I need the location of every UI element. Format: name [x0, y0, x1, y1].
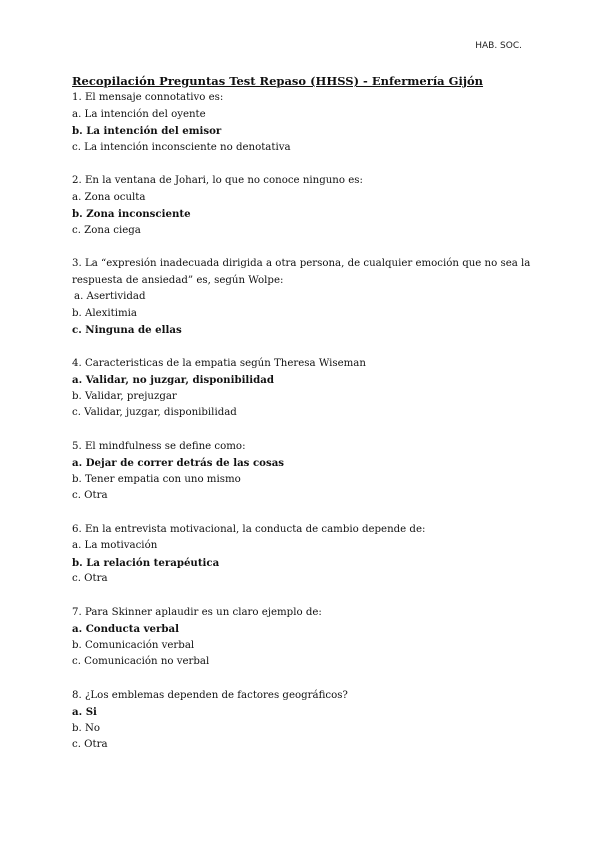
answer-option-correct: a. Si [72, 706, 97, 718]
answer-option: a. Zona oculta [72, 191, 146, 203]
answer-option: b. No [72, 722, 101, 734]
answer-option: c. Validar, juzgar, disponibilidad [72, 407, 237, 418]
answer-option-correct: c. Ninguna de ellas [72, 324, 182, 336]
document-body [72, 74, 542, 771]
question-block [72, 439, 542, 505]
question-text: 4. Caracteristicas de la empatia según Theresa Wiseman [72, 357, 366, 369]
question-block [72, 256, 542, 339]
question-text: 3. La “expresión inadecuada dirigida a otra persona, de cualquier emoción que no sea la respuesta de ansiedad” es, según Wolpe: [72, 258, 531, 286]
answer-option: a. Asertividad [74, 291, 146, 302]
question-text: 2. En la ventana de Johari, lo que no conoce ninguno es: [72, 175, 363, 186]
answer-option: c. Comunicación no verbal [72, 656, 210, 667]
question-block [72, 356, 542, 422]
question-block [72, 605, 542, 671]
answer-option-correct: a. Dejar de correr detrás de las cosas [72, 457, 285, 469]
answer-option: c. Otra [72, 490, 108, 501]
answer-option: c. Otra [72, 573, 108, 584]
answer-option: c. Zona ciega [72, 224, 141, 236]
question-text: 5. El mindfulness se define como: [72, 440, 246, 452]
answer-option: c. Otra [72, 739, 108, 750]
question-block [72, 688, 542, 754]
question-block [72, 173, 542, 239]
answer-option-correct: b. La intención del emisor [72, 125, 222, 137]
answer-option: b. Alexitimia [72, 307, 137, 319]
answer-option: b. Comunicación verbal [72, 639, 195, 651]
question-text: 6. En la entrevista motivacional, la conducta de cambio depende de: [72, 523, 426, 535]
question-block [72, 522, 542, 588]
document-title: Recopilación Preguntas Test Repaso (HHSS) - Enfermería Gijón [72, 74, 484, 88]
answer-option: b. Tener empatia con uno mismo [72, 473, 241, 485]
question-block [72, 90, 542, 156]
question-text: 8. ¿Los emblemas dependen de factores geográficos? [72, 689, 348, 701]
answer-option-correct: a. Validar, no juzgar, disponibilidad [72, 374, 275, 386]
answer-option: a. La motivación [72, 540, 158, 551]
answer-option-correct: b. La relación terapéutica [72, 556, 220, 569]
answer-option: a. La intención del oyente [72, 108, 206, 120]
question-text: 1. El mensaje connotativo es: [72, 92, 224, 103]
answer-option-correct: a. Conducta verbal [72, 623, 179, 635]
answer-option: c. La intención inconsciente no denotativa [72, 141, 291, 153]
answer-option: b. Validar, prejuzgar [72, 390, 177, 402]
question-text: 7. Para Skinner aplaudir es un claro ejemplo de: [72, 606, 322, 618]
answer-option-correct: b. Zona inconsciente [72, 208, 191, 220]
header-label: HAB. SOC. [475, 41, 522, 51]
